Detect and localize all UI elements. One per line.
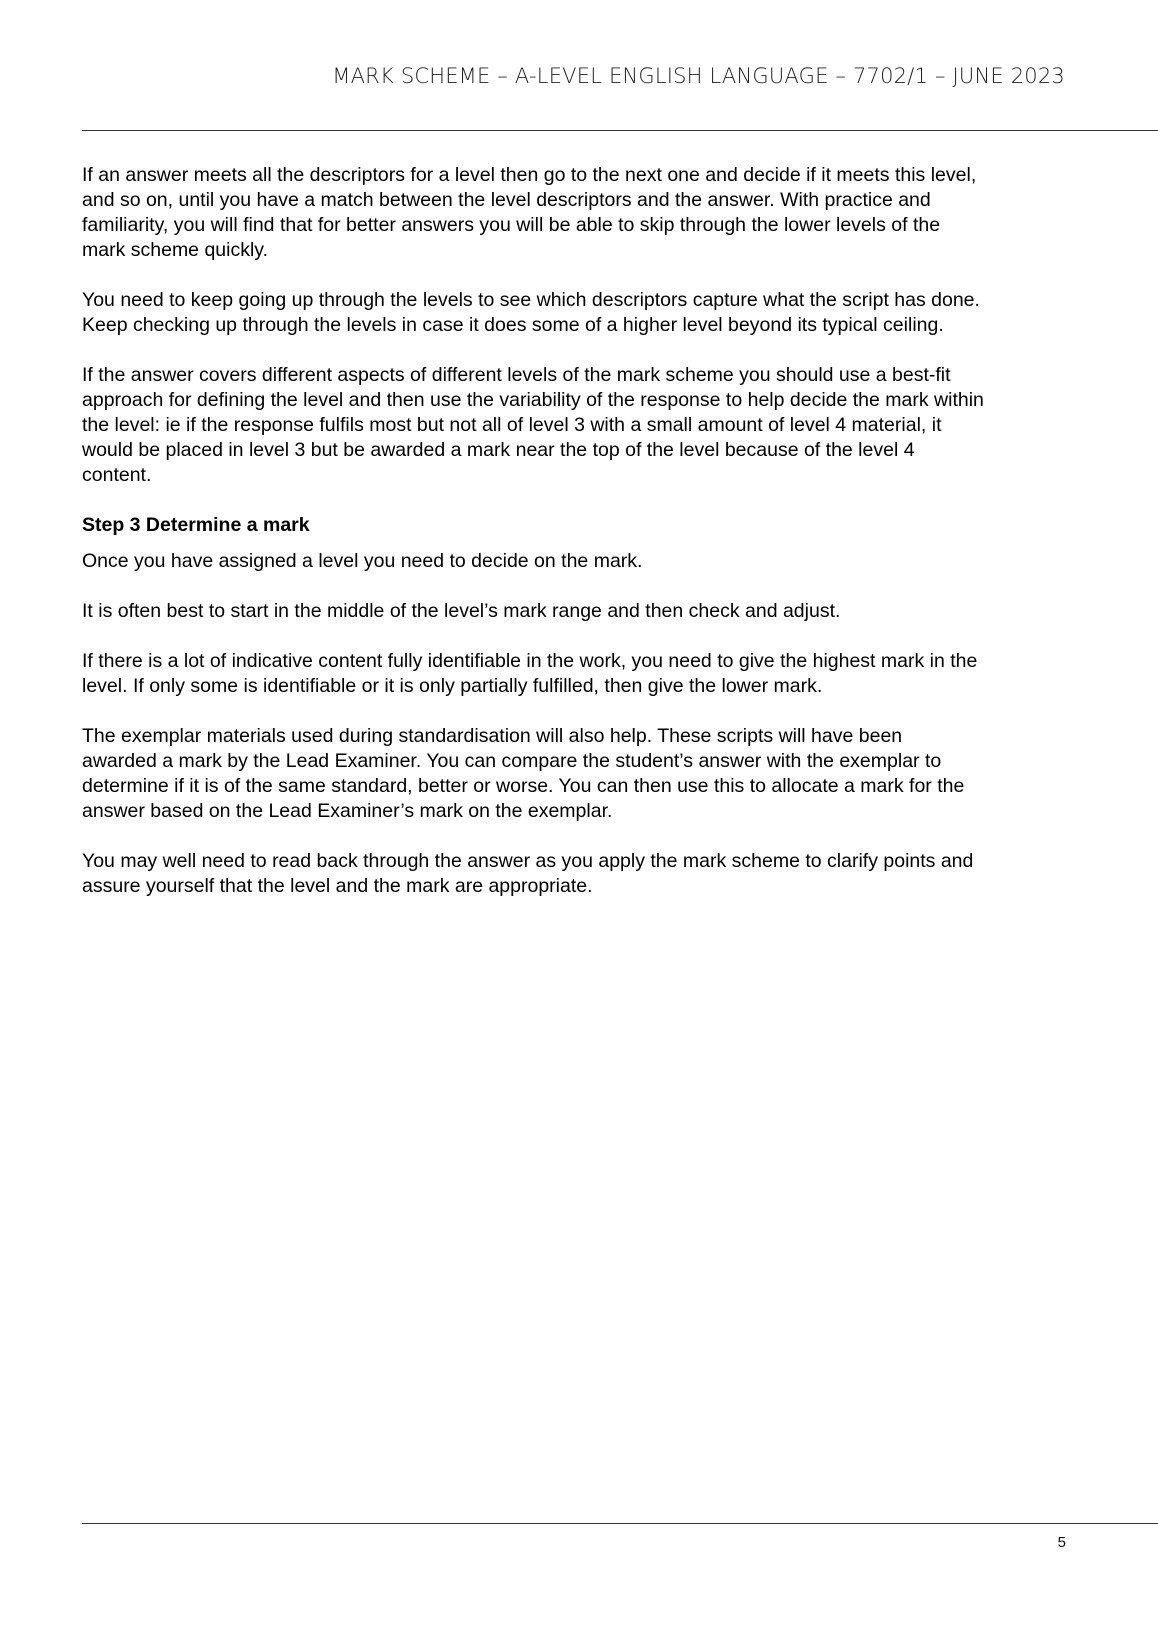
page-number: 5 <box>1057 1534 1066 1551</box>
body-paragraph: If there is a lot of indicative content fully identifiable in the work, you need to give the highest mark in the level. If only some is identifiable or it is only partially fulfilled, then give the lower mark. <box>82 650 978 697</box>
body-paragraph: It is often best to start in the middle of the level’s mark range and then check and adjust. <box>82 600 841 622</box>
footer-divider <box>82 1523 1158 1524</box>
section-heading-step-3: Step 3 Determine a mark <box>82 514 310 536</box>
body-paragraph: If the answer covers different aspects of different levels of the mark scheme you should use a best-fit approach for defining the level and then use the variability of the response to help decide the mark within the level: ie if the response fulfils most but not all of level 3 with a small amount of level 4 material, it would be placed in level 3 but be awarded a mark near the top of the level because of the level 4 content. <box>82 364 984 486</box>
body-paragraph: If an answer meets all the descriptors for a level then go to the next one and decide if it meets this level, and so on, until you have a match between the level descriptors and the answer. With practice and familiarity, you will find that for better answers you will be able to skip through the lower levels of the mark scheme quickly. <box>82 164 977 261</box>
document-body <box>82 163 1082 899</box>
body-paragraph: Once you have assigned a level you need to decide on the mark. <box>82 550 643 572</box>
document-header-title: MARK SCHEME – A-LEVEL ENGLISH LANGUAGE – 7702/1 – JUNE 2023 <box>332 64 1065 88</box>
body-paragraph: The exemplar materials used during standardisation will also help. These scripts will have been awarded a mark by the Lead Examiner. You can compare the student’s answer with the exemplar to determine if it is of the same standard, better or worse. You can then use this to allocate a mark for the answer based on the Lead Examiner’s mark on the exemplar. <box>82 725 965 822</box>
body-paragraph: You may well need to read back through the answer as you apply the mark scheme to clarify points and assure yourself that the level and the mark are appropriate. <box>82 850 974 897</box>
header-divider <box>82 130 1158 131</box>
body-paragraph: You need to keep going up through the levels to see which descriptors capture what the script has done. Keep checking up through the levels in case it does some of a higher level beyond its typical ceiling. <box>82 289 980 336</box>
